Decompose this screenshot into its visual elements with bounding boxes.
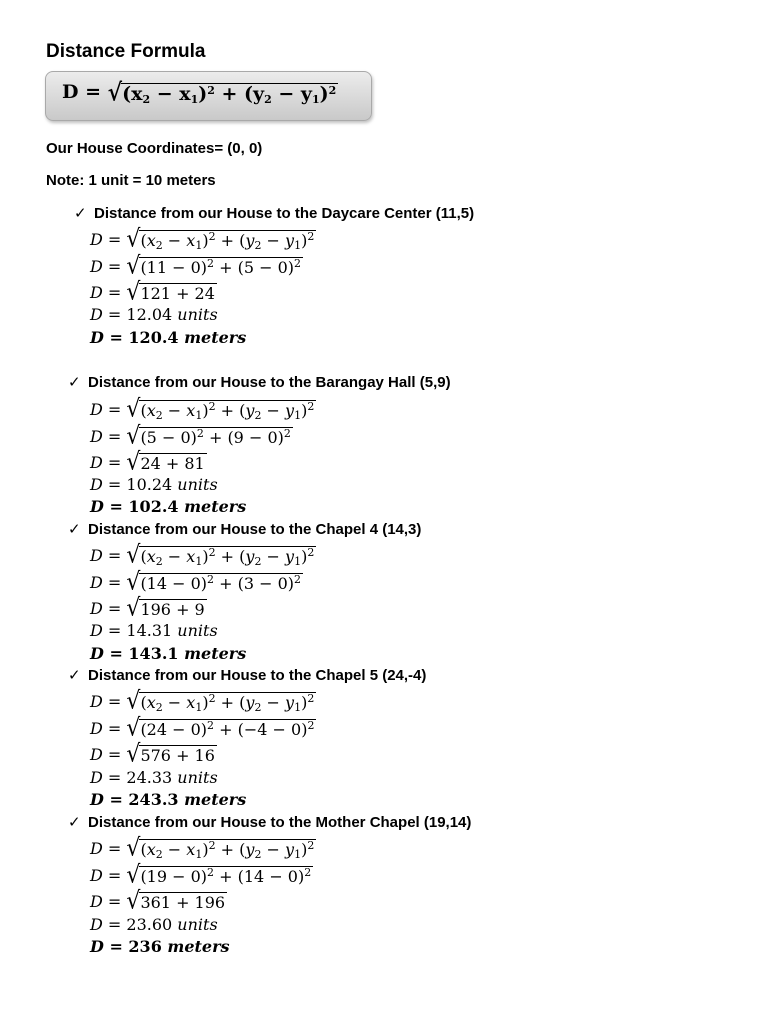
checkmark-icon: ✓ bbox=[68, 521, 81, 538]
section-heading-text: Distance from our House to the Chapel 5 (24,-4) bbox=[88, 667, 427, 684]
sum-row: D = √576 + 16 bbox=[90, 740, 215, 769]
sum-row: D = √24 + 81 bbox=[90, 448, 205, 477]
section-heading-text: Distance from our House to the Mother Chapel (19,14) bbox=[88, 814, 472, 831]
units-result: D = 10.24 units bbox=[90, 475, 218, 494]
distance-formula-box bbox=[45, 71, 372, 121]
var-d: D bbox=[90, 745, 103, 764]
var-d: D bbox=[90, 305, 103, 324]
page-title: Distance Formula bbox=[46, 41, 206, 62]
section-heading bbox=[68, 813, 471, 831]
substitution-row: $D = √(14 - 0)^2 + (3 - 0)^2$ bbox=[90, 568, 302, 597]
var-d: D bbox=[90, 497, 104, 516]
sum-row: D = √361 + 196 bbox=[90, 887, 226, 916]
checkmark-icon: ✓ bbox=[74, 205, 87, 222]
var-d: D bbox=[90, 790, 104, 809]
sum-row: D = √196 + 9 bbox=[90, 594, 205, 623]
var-d: D bbox=[90, 644, 104, 663]
var-d: D bbox=[90, 621, 103, 640]
section-heading-text: Distance from our House to the Daycare Center (11,5) bbox=[94, 205, 475, 222]
formula-row: $D = √(x_2 - x_1)^2 + (y_2 - y_1)^2$ bbox=[90, 834, 315, 863]
var-d: D bbox=[90, 546, 103, 565]
var-d: D bbox=[90, 427, 103, 446]
var-d: D bbox=[90, 692, 103, 711]
substitution-row: $D = √(24 - 0)^2 + (-4 - 0)^2$ bbox=[90, 714, 315, 743]
distance-formula: $D = √(x_2 - x_1)^2 + (y_2 - y_1)^2$ bbox=[62, 78, 337, 107]
units-result: D = 12.04 units bbox=[90, 305, 218, 324]
section-heading bbox=[68, 373, 451, 391]
section-heading bbox=[68, 666, 426, 684]
var-d: D bbox=[90, 768, 103, 787]
var-d: D bbox=[90, 892, 103, 911]
section-heading-text: Distance from our House to the Barangay Hall (5,9) bbox=[88, 374, 451, 391]
meters-result: D = 143.1 meters bbox=[90, 644, 247, 663]
formula-row: $D = √(x_2 - x_1)^2 + (y_2 - y_1)^2$ bbox=[90, 541, 315, 570]
formula-row: $D = √(x_2 - x_1)^2 + (y_2 - y_1)^2$ bbox=[90, 687, 315, 716]
var-d: D bbox=[90, 573, 103, 592]
section-heading-text: Distance from our House to the Chapel 4 (14,3) bbox=[88, 521, 422, 538]
substitution-row: $D = √(11 - 0)^2 + (5 - 0)^2$ bbox=[90, 252, 302, 281]
formula-row: $D = √(x_2 - x_1)^2 + (y_2 - y_1)^2$ bbox=[90, 225, 315, 254]
var-d: D bbox=[90, 719, 103, 738]
var-d: D bbox=[90, 475, 103, 494]
var-d: D bbox=[90, 257, 103, 276]
meters-result: D = 243.3 meters bbox=[90, 790, 247, 809]
units-result: D = 23.60 units bbox=[90, 915, 218, 934]
substitution-row: $D = √(5 - 0)^2 + (9 - 0)^2$ bbox=[90, 422, 291, 451]
var-d: D bbox=[90, 839, 103, 858]
meters-result: D = 236 meters bbox=[90, 937, 230, 956]
units-result: D = 24.33 units bbox=[90, 768, 218, 787]
var-d: D bbox=[90, 400, 103, 419]
substitution-row: $D = √(19 - 0)^2 + (14 - 0)^2$ bbox=[90, 861, 312, 890]
var-d: D bbox=[90, 937, 104, 956]
checkmark-icon: ✓ bbox=[68, 667, 81, 684]
formula-row: $D = √(x_2 - x_1)^2 + (y_2 - y_1)^2$ bbox=[90, 395, 315, 424]
section-heading bbox=[68, 520, 421, 538]
meters-result: D = 120.4 meters bbox=[90, 328, 247, 347]
home-coordinates: Our House Coordinates= (0, 0) bbox=[46, 140, 263, 157]
section-heading bbox=[74, 204, 474, 222]
unit-note: Note: 1 unit = 10 meters bbox=[46, 172, 216, 189]
meters-result: D = 102.4 meters bbox=[90, 497, 247, 516]
var-d: D bbox=[90, 599, 103, 618]
units-result: D = 14.31 units bbox=[90, 621, 218, 640]
var-d: D bbox=[90, 230, 103, 249]
sum-row: D = √121 + 24 bbox=[90, 278, 215, 307]
var-d: D bbox=[90, 328, 104, 347]
var-d: D bbox=[90, 866, 103, 885]
var-d: D bbox=[90, 915, 103, 934]
var-d: D bbox=[90, 453, 103, 472]
checkmark-icon: ✓ bbox=[68, 374, 81, 391]
checkmark-icon: ✓ bbox=[68, 814, 81, 831]
var-d: D bbox=[90, 283, 103, 302]
